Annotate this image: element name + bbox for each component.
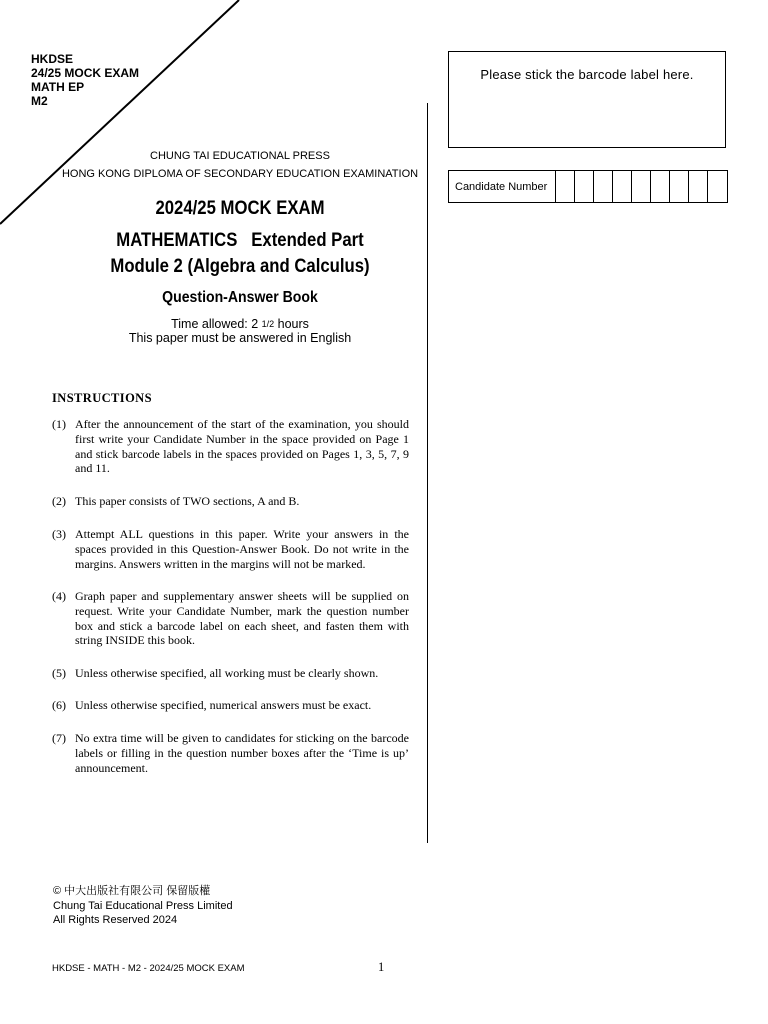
candidate-digit-cell[interactable] xyxy=(651,171,670,202)
copyright-line-rights: All Rights Reserved 2024 xyxy=(53,914,178,926)
instruction-text: Unless otherwise specified, all working must be clearly shown. xyxy=(75,666,379,680)
corner-line-2: 24/25 MOCK EXAM xyxy=(31,66,140,80)
candidate-digit-cell[interactable] xyxy=(670,171,689,202)
instruction-text: Unless otherwise specified, numerical answers must be exact. xyxy=(75,698,372,712)
instruction-number: (5) xyxy=(52,666,66,680)
instruction-item xyxy=(52,666,409,681)
candidate-digit-cell[interactable] xyxy=(632,171,651,202)
corner-exam-code xyxy=(31,52,139,108)
time-prefix: Time allowed: 2 xyxy=(171,317,262,331)
page-number: 1 xyxy=(378,960,385,974)
corner-line-3: MATH EP xyxy=(31,80,85,94)
publisher-name: CHUNG TAI EDUCATIONAL PRESS xyxy=(150,150,330,162)
instruction-number: (7) xyxy=(52,731,66,745)
candidate-digit-cell[interactable] xyxy=(556,171,575,202)
instructions-heading: INSTRUCTIONS xyxy=(52,391,152,405)
candidate-number-label: Candidate Number xyxy=(449,171,556,202)
instruction-number: (4) xyxy=(52,589,66,603)
time-allowed xyxy=(50,317,430,331)
candidate-digit-cell[interactable] xyxy=(575,171,594,202)
candidate-digit-cell[interactable] xyxy=(613,171,632,202)
candidate-digit-cell[interactable] xyxy=(708,171,727,202)
instruction-item xyxy=(52,731,409,775)
subject-title: MATHEMATICS Extended Part xyxy=(116,230,364,251)
footer-exam-code: HKDSE - MATH - M2 - 2024/25 MOCK EXAM xyxy=(52,963,245,974)
instruction-text: Attempt ALL questions in this paper. Write your answers in the spaces provided in this Question-Answer Book. Do not write in the margins. Answers written in the margins will not be marked. xyxy=(75,527,409,571)
copyright-line-chinese: © 中大出版社有限公司 保留版權 xyxy=(53,885,211,897)
instruction-number: (3) xyxy=(52,527,66,541)
instruction-item xyxy=(52,527,409,571)
module-title: Module 2 (Algebra and Calculus) xyxy=(110,256,370,277)
page-divider xyxy=(427,103,428,843)
candidate-digit-cell[interactable] xyxy=(689,171,708,202)
instruction-number: (2) xyxy=(52,494,66,508)
language-note: This paper must be answered in English xyxy=(128,331,352,345)
instruction-text: No extra time will be given to candidates for sticking on the barcode labels or filling in the question number boxes after the ‘Time is up’ announcement. xyxy=(75,731,409,775)
time-suffix: hours xyxy=(274,317,309,331)
exam-title: 2024/25 MOCK EXAM xyxy=(155,198,325,219)
instruction-text: Graph paper and supplementary answer sheets will be supplied on request. Write your Candidate Number, mark the question number box and stick a barcode label on each sheet, and fasten them with string INSIDE this book. xyxy=(75,589,409,648)
corner-line-4: M2 xyxy=(31,94,48,108)
candidate-digit-cell[interactable] xyxy=(594,171,613,202)
book-type-title: Question-Answer Book xyxy=(162,289,318,306)
copyright-notice xyxy=(53,884,233,928)
instruction-text: This paper consists of TWO sections, A and B. xyxy=(75,494,300,508)
time-fraction: 1/2 xyxy=(261,319,275,329)
corner-line-1: HKDSE xyxy=(31,52,74,66)
instruction-number: (1) xyxy=(52,417,66,431)
instruction-number: (6) xyxy=(52,698,66,712)
copyright-line-publisher: Chung Tai Educational Press Limited xyxy=(53,899,233,912)
instruction-text: After the announcement of the start of the examination, you should first write your Candidate Number in the space provided on Page 1 and stick barcode labels in the spaces provided on Pages 1, 3, 5, 7, 9 and 11. xyxy=(75,417,409,476)
instruction-item xyxy=(52,417,409,476)
barcode-instruction: Please stick the barcode label here. xyxy=(480,67,694,82)
exam-board-name: HONG KONG DIPLOMA OF SECONDARY EDUCATION EXAMINATION xyxy=(61,168,419,180)
instruction-item xyxy=(52,494,409,509)
instruction-item xyxy=(52,589,409,648)
candidate-number-box xyxy=(448,170,728,203)
instruction-item xyxy=(52,698,409,713)
barcode-label-box xyxy=(448,51,726,148)
